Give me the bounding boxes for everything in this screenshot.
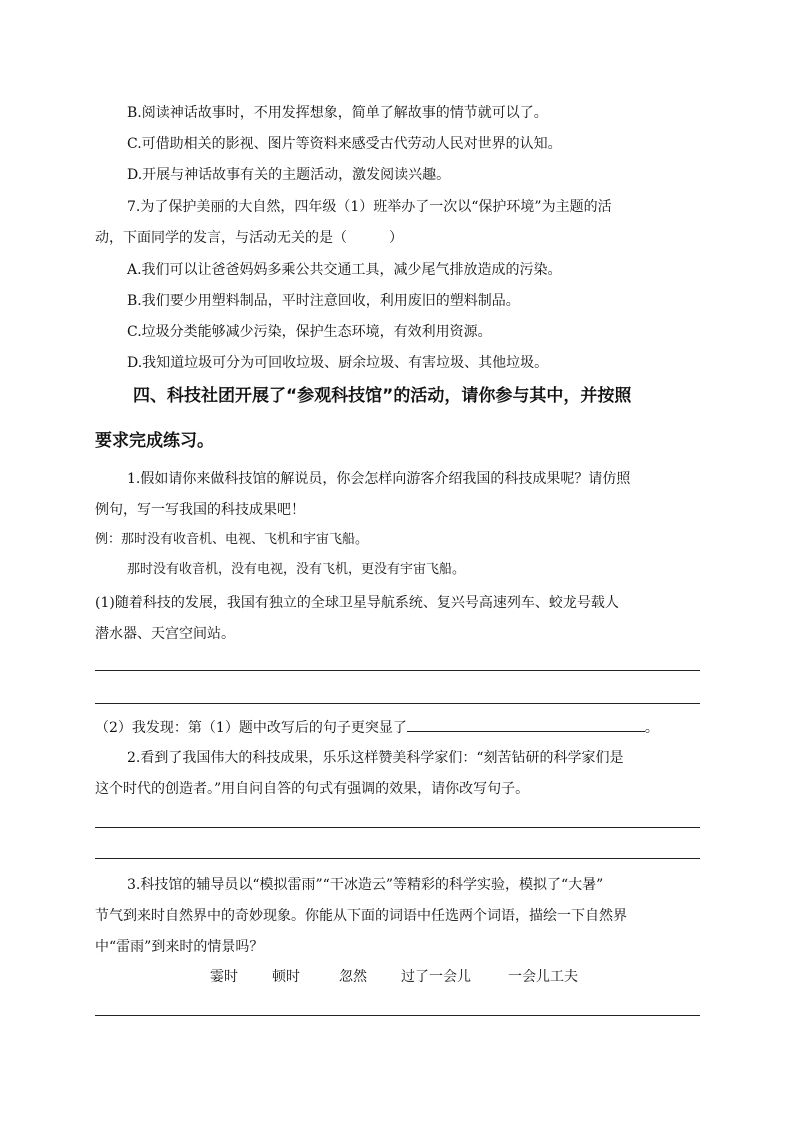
q7-stem-line1: 7.为了保护美丽的大自然，四年级（1）班举办了一次以“保护环境”为主题的活: [127, 199, 612, 215]
q1-example-original: 例：那时没有收音机、电视、飞机和宇宙飞船。: [95, 532, 369, 547]
q1-sub2-suffix: 。: [644, 720, 659, 736]
q1-sub1-line1: (1)随着科技的发展，我国有独立的全球卫星导航系统、复兴号高速列车、蛟龙号载人: [95, 595, 619, 611]
q6-option-c: C.可借助相关的影视、图片等资料来感受古代劳动人民对世界的认知。: [127, 136, 562, 152]
q1-answer-line-2[interactable]: [95, 703, 700, 704]
q7-option-c: C.垃圾分类能够减少污染，保护生态环境，有效利用资源。: [127, 324, 492, 340]
q3-word-3: 忽然: [339, 969, 367, 985]
q3-stem-line2: 节气到来时自然界中的奇妙现象。你能从下面的词语中任选两个词语，描绘一下自然界: [95, 908, 627, 924]
q3-word-1: 霎时: [210, 969, 238, 985]
q1-sub2-prefix: （2）我发现：第（1）题中改写后的句子更突显了: [95, 720, 407, 736]
q1-answer-line-1[interactable]: [95, 670, 700, 671]
q7-stem-line2: 动，下面同学的发言，与活动无关的是（ ）: [95, 230, 403, 246]
section-heading-line1: 四、科技社团开展了“参观科技馆”的活动，请你参与其中，并按照: [133, 386, 632, 406]
q2-stem-line2: 这个时代的创造者。”用自问自答的句式有强调的效果，请你改写句子。: [95, 781, 530, 797]
q6-option-d: D.开展与神话故事有关的主题活动，激发阅读兴趣。: [127, 167, 451, 183]
q3-word-2: 顿时: [272, 969, 300, 985]
q1-sub1-line2: 潜水器、天宫空间站。: [95, 626, 235, 642]
q1-sub2: [95, 717, 659, 738]
q3-stem-line3: 中“雷雨”到来时的情景吗？: [95, 939, 264, 955]
q2-answer-line-1[interactable]: [95, 827, 700, 828]
q1-stem-line1: 1.假如请你来做科技馆的解说员，你会怎样向游客介绍我国的科技成果呢？请仿照: [127, 471, 631, 487]
q1-stem-line2: 例句，写一写我国的科技成果吧！: [95, 502, 305, 518]
q2-answer-line-2[interactable]: [95, 858, 700, 859]
q3-stem-line1: 3.科技馆的辅导员以“模拟雷雨”“干冰造云”等精彩的科学实验，模拟了“大暑”: [127, 877, 604, 893]
q7-option-a: A.我们可以让爸爸妈妈多乘公共交通工具，减少尾气排放造成的污染。: [127, 262, 562, 278]
q1-example-rewritten: 那时没有收音机，没有电视，没有飞机，更没有宇宙飞船。: [127, 562, 466, 577]
q3-answer-line-1[interactable]: [95, 1015, 700, 1016]
q2-stem-line1: 2.看到了我国伟大的科技成果，乐乐这样赞美科学家们：“刻苦钻研的科学家们是: [127, 750, 624, 766]
section-heading-line2: 要求完成练习。: [95, 431, 214, 451]
q6-option-b: B.阅读神话故事时，不用发挥想象，简单了解故事的情节就可以了。: [127, 105, 548, 121]
q3-word-5: 一会儿工夫: [508, 969, 578, 985]
q7-option-d: D.我知道垃圾可分为可回收垃圾、厨余垃圾、有害垃圾、其他垃圾。: [127, 355, 549, 371]
q3-word-4: 过了一会儿: [401, 969, 471, 985]
q1-sub2-blank[interactable]: [407, 717, 645, 732]
q7-option-b: B.我们要少用塑料制品，平时注意回收，利用废旧的塑料制品。: [127, 293, 520, 309]
